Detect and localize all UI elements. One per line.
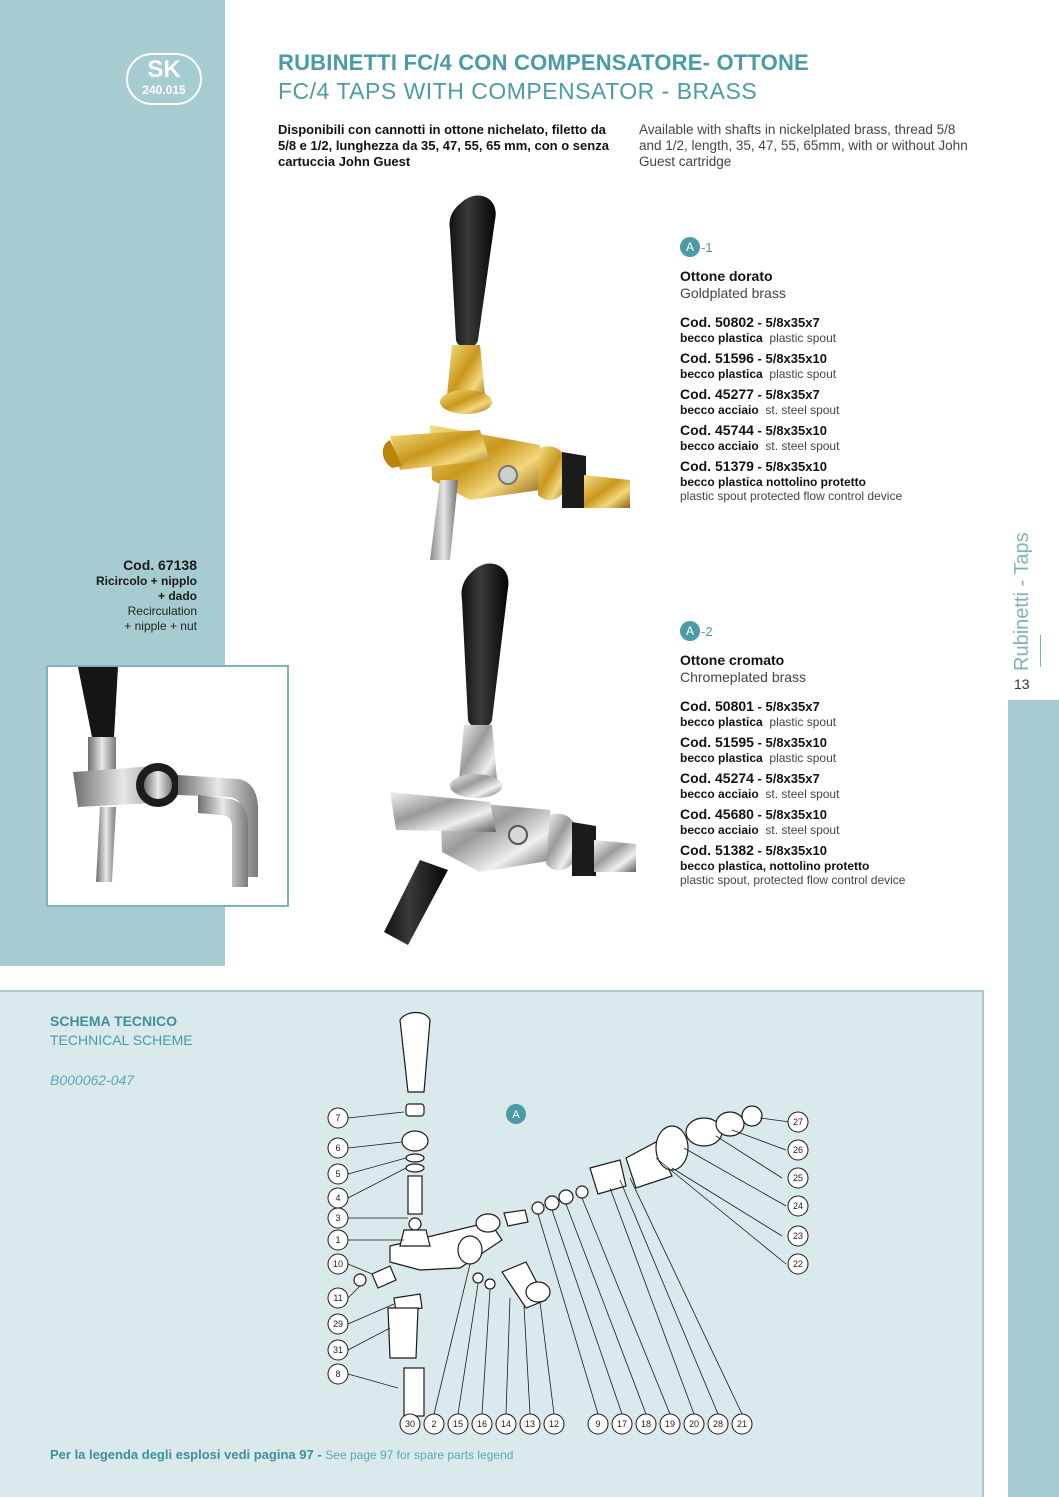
product-code-item bbox=[680, 314, 980, 345]
spout-tip-part bbox=[404, 1368, 424, 1416]
spout-en: st. steel spout bbox=[765, 787, 840, 801]
oring-part bbox=[473, 1273, 483, 1283]
footer-note-en: See page 97 for spare parts legend bbox=[325, 1448, 514, 1462]
ring-part bbox=[406, 1164, 424, 1172]
part-label: 8 bbox=[335, 1369, 341, 1379]
part-label: 20 bbox=[688, 1419, 700, 1429]
spout-it: becco plastica, nottolino protetto bbox=[680, 859, 870, 873]
cap-part bbox=[354, 1274, 366, 1286]
material-en: Goldplated brass bbox=[680, 285, 786, 301]
part-label: 19 bbox=[664, 1419, 676, 1429]
compensator-part bbox=[590, 1160, 626, 1194]
exploded-diagram bbox=[320, 1008, 820, 1440]
variant-badge: A bbox=[680, 621, 700, 641]
spout-en: st. steel spout bbox=[765, 439, 840, 453]
description-en: Available with shafts in nickelplated brass, thread 5/8 and 1/2, length, 35, 47, 55, 65mm, with or without John Guest cartridge bbox=[639, 122, 968, 169]
spout-it: becco acciaio bbox=[680, 439, 759, 453]
spout-it: becco acciaio bbox=[680, 823, 759, 837]
part-label: 4 bbox=[335, 1193, 341, 1203]
product-spec: - 5/8x35x10 bbox=[753, 735, 827, 750]
product-spec: - 5/8x35x7 bbox=[753, 387, 820, 402]
spout-it: becco plastica bbox=[680, 367, 763, 381]
product-code-item bbox=[680, 698, 980, 729]
part-label: 12 bbox=[548, 1419, 560, 1429]
material-en: Chromeplated brass bbox=[680, 669, 807, 685]
recirculation-photo-image bbox=[48, 667, 287, 905]
product-code-item bbox=[680, 770, 980, 801]
part-label: 27 bbox=[792, 1117, 804, 1127]
spout-en: plastic spout bbox=[769, 715, 837, 729]
product-code-item bbox=[680, 350, 980, 381]
washer-part bbox=[545, 1196, 559, 1210]
part-label: 1 bbox=[335, 1235, 341, 1245]
side-product-code: Cod. 67138 bbox=[123, 557, 197, 573]
spout-part bbox=[388, 1308, 418, 1358]
body-port-part bbox=[458, 1236, 482, 1264]
part-label: 17 bbox=[616, 1419, 628, 1429]
washer-part bbox=[576, 1186, 588, 1198]
product-spec: - 5/8x35x10 bbox=[753, 423, 827, 438]
piston-part bbox=[504, 1210, 528, 1226]
page-number: 13 bbox=[1014, 676, 1030, 692]
part-label: 3 bbox=[335, 1213, 341, 1223]
body-top-part bbox=[400, 1230, 430, 1246]
side-product-name-it-2: + dado bbox=[157, 589, 197, 603]
product-code: Cod. 45274 bbox=[680, 770, 754, 786]
product-code: Cod. 45744 bbox=[680, 422, 754, 438]
part-label: 10 bbox=[332, 1259, 344, 1269]
product-code-item bbox=[680, 842, 980, 887]
gasket-part bbox=[716, 1112, 744, 1136]
ring-part bbox=[406, 1154, 424, 1162]
variant-badge-row bbox=[680, 620, 980, 642]
product-spec: - 5/8x35x10 bbox=[753, 351, 827, 366]
sk-logo-code: 240.015 bbox=[142, 83, 186, 97]
part-label: 2 bbox=[431, 1419, 437, 1429]
spout-en: st. steel spout bbox=[765, 403, 840, 417]
variant-goldplated bbox=[680, 236, 980, 508]
part-label: 24 bbox=[792, 1201, 804, 1211]
side-product-name-en: Recirculation bbox=[127, 604, 197, 618]
part-label: 9 bbox=[595, 1419, 601, 1429]
side-section-label: Rubinetti - Taps bbox=[1011, 532, 1033, 671]
seal-part bbox=[476, 1214, 500, 1232]
product-code-item bbox=[680, 386, 980, 417]
knob-part bbox=[526, 1282, 550, 1302]
product-code-item bbox=[680, 458, 980, 503]
variant-badge-suffix: -1 bbox=[701, 239, 713, 255]
product-code: Cod. 51596 bbox=[680, 350, 754, 366]
ball-part bbox=[409, 1218, 421, 1230]
product-spec: - 5/8x35x7 bbox=[753, 699, 820, 714]
scheme-title-en: TECHNICAL SCHEME bbox=[50, 1032, 193, 1048]
part-label: 15 bbox=[452, 1419, 464, 1429]
spring-part bbox=[559, 1190, 573, 1204]
product-spec: - 5/8x35x10 bbox=[753, 843, 827, 858]
chrome-tap-photo bbox=[350, 560, 640, 950]
product-code: Cod. 45680 bbox=[680, 806, 754, 822]
part-label: 23 bbox=[792, 1231, 804, 1241]
spout-en: plastic spout bbox=[769, 751, 837, 765]
spout-en: plastic spout, protected flow control device bbox=[680, 873, 906, 887]
side-product-name-it: Ricircolo + nipplo bbox=[95, 574, 197, 588]
side-product-name-en-2: + nipple + nut bbox=[124, 619, 197, 633]
part-label: 28 bbox=[712, 1419, 724, 1429]
product-code-item bbox=[680, 806, 980, 837]
part-label: 22 bbox=[792, 1259, 804, 1269]
part-label: 26 bbox=[792, 1145, 804, 1155]
recirculation-photo bbox=[46, 665, 289, 907]
sk-logo bbox=[126, 53, 202, 105]
product-spec: - 5/8x35x10 bbox=[753, 459, 827, 474]
spout-it: becco acciaio bbox=[680, 403, 759, 417]
right-color-band bbox=[1008, 700, 1059, 1497]
part-label: 16 bbox=[476, 1419, 488, 1429]
product-code: Cod. 50802 bbox=[680, 314, 754, 330]
side-section-tab bbox=[1003, 495, 1043, 675]
scheme-badge: A bbox=[512, 1109, 520, 1121]
part-label: 5 bbox=[335, 1169, 341, 1179]
handle-part bbox=[400, 1013, 430, 1093]
gold-tap-photo bbox=[350, 190, 640, 560]
page-title-en: FC/4 TAPS WITH COMPENSATOR - BRASS bbox=[278, 78, 758, 104]
spout-en: plastic spout protected flow control device bbox=[680, 489, 903, 503]
product-spec: - 5/8x35x7 bbox=[753, 771, 820, 786]
collar-part bbox=[406, 1104, 424, 1116]
spring-part bbox=[372, 1266, 396, 1288]
spout-en: plastic spout bbox=[769, 367, 837, 381]
product-code: Cod. 45277 bbox=[680, 386, 754, 402]
product-code-item bbox=[680, 422, 980, 453]
part-label: 6 bbox=[335, 1143, 341, 1153]
spout-en: plastic spout bbox=[769, 331, 837, 345]
product-code: Cod. 51595 bbox=[680, 734, 754, 750]
sk-logo-mark: SK bbox=[147, 56, 181, 83]
washer-part bbox=[532, 1202, 544, 1214]
footer-note bbox=[50, 1447, 513, 1462]
spout-it: becco plastica nottolino protetto bbox=[680, 475, 867, 489]
scheme-drawing-code: B000062-047 bbox=[50, 1072, 135, 1088]
product-spec: - 5/8x35x7 bbox=[753, 315, 820, 330]
oring-part bbox=[485, 1279, 495, 1289]
product-code: Cod. 51379 bbox=[680, 458, 754, 474]
variant-badge-suffix: -2 bbox=[701, 623, 713, 639]
part-label: 21 bbox=[736, 1419, 748, 1429]
side-product-info bbox=[40, 557, 197, 634]
nut-part bbox=[402, 1131, 428, 1151]
part-label: 25 bbox=[792, 1173, 804, 1183]
part-label: 13 bbox=[524, 1419, 536, 1429]
scheme-title-it: SCHEMA TECNICO bbox=[50, 1013, 178, 1029]
spout-it: becco plastica bbox=[680, 331, 763, 345]
product-code: Cod. 51382 bbox=[680, 842, 754, 858]
spout-it: becco plastica bbox=[680, 715, 763, 729]
part-label: 14 bbox=[500, 1419, 512, 1429]
spout-en: st. steel spout bbox=[765, 823, 840, 837]
lever-part bbox=[408, 1176, 422, 1214]
material-it: Ottone cromato bbox=[680, 652, 785, 668]
part-label: 31 bbox=[332, 1345, 344, 1355]
spout-it: becco acciaio bbox=[680, 787, 759, 801]
spout-it: becco plastica bbox=[680, 751, 763, 765]
footer-note-it: Per la legenda degli esplosi vedi pagina 97 - bbox=[50, 1447, 322, 1462]
part-label: 30 bbox=[404, 1419, 416, 1429]
page-title-it: RUBINETTI FC/4 CON COMPENSATORE- OTTONE bbox=[278, 50, 809, 75]
part-label: 7 bbox=[335, 1113, 341, 1123]
shank-nut-part bbox=[742, 1106, 762, 1126]
product-code: Cod. 50801 bbox=[680, 698, 754, 714]
variant-badge-row bbox=[680, 236, 980, 258]
side-divider bbox=[1040, 635, 1041, 667]
variant-badge: A bbox=[680, 237, 700, 257]
variant-chromeplated bbox=[680, 620, 980, 892]
description-it: Disponibili con cannotti in ottone nichelato, filetto da 5/8 e 1/2, lunghezza da 35, 47, 55, 65 mm, con o senza cartuccia John Guest bbox=[278, 122, 609, 169]
part-label: 11 bbox=[333, 1293, 343, 1303]
part-label: 18 bbox=[640, 1419, 652, 1429]
material-it: Ottone dorato bbox=[680, 268, 773, 284]
coupling-part bbox=[656, 1126, 688, 1170]
part-label: 29 bbox=[332, 1319, 344, 1329]
product-spec: - 5/8x35x10 bbox=[753, 807, 827, 822]
product-code-item bbox=[680, 734, 980, 765]
